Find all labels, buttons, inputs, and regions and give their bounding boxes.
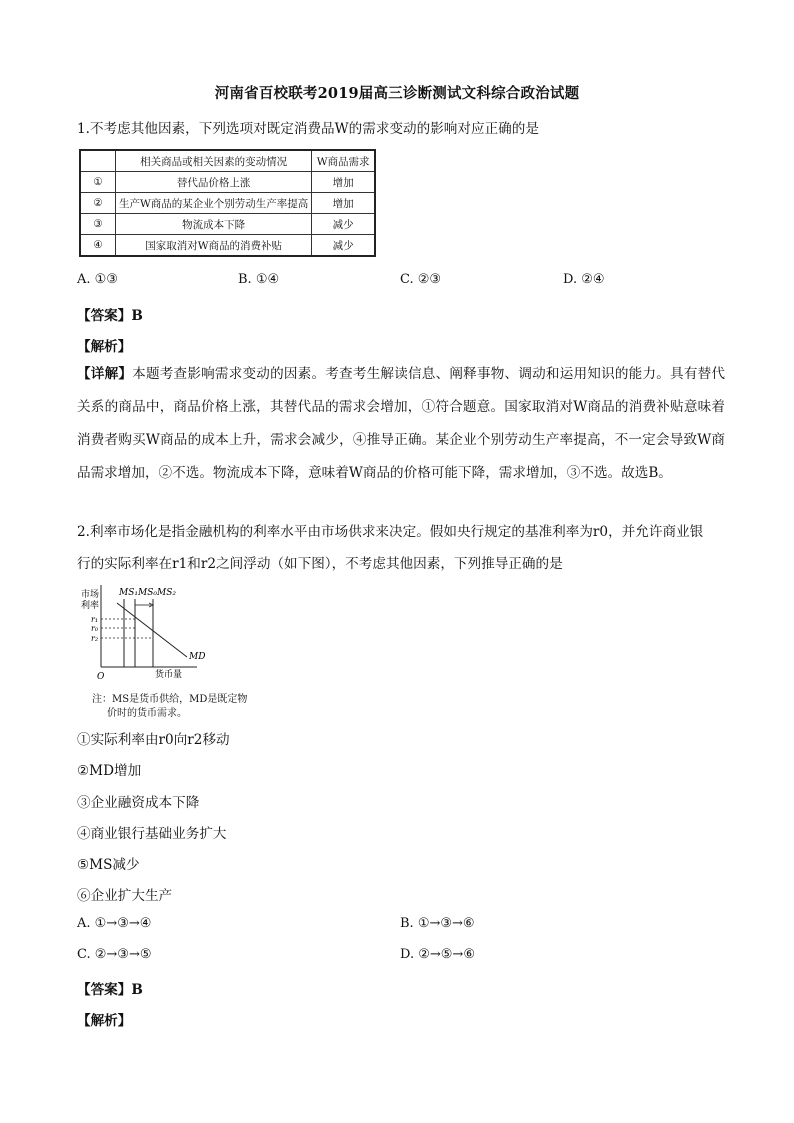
- option-b: B. ①④: [238, 272, 280, 287]
- chart-r2-label: r₂: [91, 634, 99, 643]
- question-2-stem-line-2: 行的实际利率在r1和r2之间浮动（如下图），不考虑其他因素，下列推导正确的是: [77, 556, 563, 572]
- detail-paragraph: [77, 358, 725, 490]
- chart-r1-label: r₁: [91, 615, 99, 624]
- question-2-stem-line-1: 2.利率市场化是指金融机构的利率水平由市场供求来决定。假如央行规定的基准利率为r0，并允许商业银: [77, 524, 704, 540]
- statement-1: ①实际利率由r0向r2移动: [77, 732, 230, 748]
- question-1-stem: 1.不考虑其他因素，下列选项对既定消费品W的需求变动的影响对应正确的是: [77, 121, 539, 137]
- table-cell: ②: [80, 193, 116, 214]
- table-cell: 减少: [312, 235, 375, 257]
- chart-origin-label: O: [97, 672, 105, 682]
- q2-answer-label: 【答案】B: [77, 982, 143, 998]
- table-cell: 替代品价格上涨: [116, 172, 312, 193]
- statement-2: ②MD增加: [77, 763, 142, 779]
- q2-option-a: A. ①→③→④: [77, 916, 152, 931]
- chart-md-line: [117, 603, 187, 657]
- table-cell: 增加: [312, 193, 375, 214]
- chart-md-label: MD: [189, 652, 206, 662]
- chart-ms-labels: MS₁MS₀MS₂: [119, 588, 176, 598]
- statement-6: ⑥企业扩大生产: [77, 888, 173, 904]
- option-d: D. ②④: [563, 272, 605, 287]
- option-c: C. ②③: [400, 272, 442, 287]
- chart-xlabel: 货币量: [155, 670, 183, 680]
- q2-option-b: B. ①→③→⑥: [400, 916, 475, 931]
- table-cell: ③: [80, 214, 116, 235]
- table-cell: 国家取消对W商品的消费补贴: [116, 235, 312, 257]
- chart-r0-label: r₀: [91, 624, 99, 633]
- question-1-table: [79, 149, 376, 257]
- chart-ylabel-line-1: 市场: [81, 590, 100, 600]
- table-header-cell: 相关商品或相关因素的变动情况: [116, 150, 312, 172]
- table-row: [80, 193, 375, 214]
- table-header-cell: W商品需求: [312, 150, 375, 172]
- statement-5: ⑤MS减少: [77, 857, 140, 873]
- detail-label: 【详解】: [77, 366, 133, 382]
- q2-option-c: C. ②→③→⑤: [77, 947, 152, 962]
- statement-3: ③企业融资成本下降: [77, 795, 200, 811]
- detail-text: 本题考查影响需求变动的因素。考查考生解读信息、阐释事物、调动和运用知识的能力。具有替代关系的商品中，商品价格上涨，其替代品的需求会增加，①符合题意。国家取消对W商品的消费补贴意味着消费者购买W商品的成本上升，需求会减少，④推导正确。某企业个别劳动生产率提高，不一定会导致W商品需求增加，②不选。物流成本下降，意味着W商品的价格可能下降，需求增加，③不选。故选B。: [77, 366, 726, 481]
- q2-option-d: D. ②→⑤→⑥: [400, 947, 475, 962]
- option-a: A. ①③: [77, 272, 118, 287]
- table-cell: 物流成本下降: [116, 214, 312, 235]
- document-title: 河南省百校联考2019届高三诊断测试文科综合政治试题: [214, 85, 580, 102]
- chart-note-line-1: 注：MS是货币供给，MD是既定物: [92, 694, 248, 705]
- table-cell: 增加: [312, 172, 375, 193]
- table-row: [80, 235, 375, 257]
- table-row: [80, 172, 375, 193]
- table-header-cell: [80, 150, 116, 172]
- answer-label: 【答案】B: [77, 308, 143, 324]
- chart-note-line-2: 价时的货币需求。: [107, 708, 187, 719]
- table-row: [80, 214, 375, 235]
- chart-ylabel-line-2: 利率: [81, 601, 100, 611]
- table-cell: 减少: [312, 214, 375, 235]
- analysis-label: 【解析】: [77, 339, 132, 355]
- table-cell: ④: [80, 235, 116, 257]
- q2-analysis-label: 【解析】: [77, 1013, 132, 1029]
- statement-4: ④商业银行基础业务扩大: [77, 826, 227, 842]
- table-header-row: [80, 150, 375, 172]
- table-cell: 生产W商品的某企业个别劳动生产率提高: [116, 193, 312, 214]
- table-cell: ①: [80, 172, 116, 193]
